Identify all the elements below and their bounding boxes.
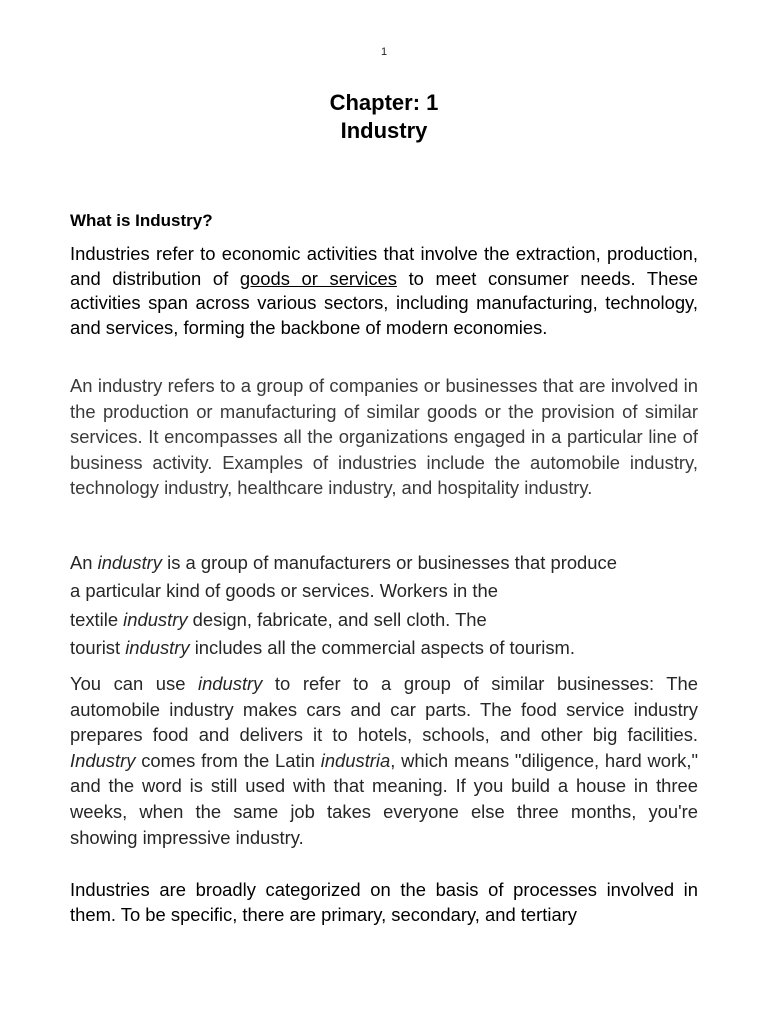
chapter-number: Chapter: 1 bbox=[329, 90, 439, 115]
paragraph-categories: Industries are broadly categorized on the basis of processes involved in them. To be specific, there are primary, secondary, and tertiary bbox=[70, 879, 698, 925]
italic-term: Industry bbox=[70, 749, 136, 771]
text-line: textile industry design, fabricate, and sell cloth. The bbox=[70, 608, 487, 630]
paragraph-industry-group: An industry refers to a group of companies or businesses that are involved in the production or manufacturing of similar goods or the provision of similar services. It encompasses all the organizations engaged in a particular line of business activity. Examples of industries include the automobile industry, technology industry, healthcare industry, and hospitality industry. bbox=[70, 375, 698, 499]
italic-term: industria bbox=[320, 749, 391, 771]
paragraph-word-usage: You can use industry to refer to a group of similar businesses: The automobile industry makes cars and car parts. The food service industry prepares food and delivers it to hotels, schools, and other big facilities. Industry comes from the Latin industria, which means "diligence, hard work," and the word is still used with that meaning. If you build a house in three weeks, when the same job takes everyone else three months, you're showing impressive industry. bbox=[70, 673, 698, 848]
paragraph-text: Industries refer to economic activities that involve the extraction, production, and distribution of bbox=[70, 243, 698, 289]
text-line: tourist industry includes all the commercial aspects of tourism. bbox=[70, 636, 575, 658]
italic-term: industry bbox=[123, 608, 188, 630]
text-line: a particular kind of goods or services. Workers in the bbox=[70, 580, 498, 602]
italic-term: industry bbox=[125, 636, 190, 658]
paragraph-industry-examples bbox=[70, 549, 710, 662]
goods-or-services-link[interactable]: goods or services bbox=[239, 267, 397, 289]
text-line: An industry is a group of manufacturers or businesses that produce bbox=[70, 552, 617, 573]
section-heading: What is Industry? bbox=[70, 211, 213, 230]
chapter-title bbox=[0, 89, 768, 145]
paragraph-text: to meet consumer needs. These activities span across various sectors, including manufacturing, technology, and services, forming the backbone of modern economies. bbox=[70, 267, 698, 338]
page-number: 1 bbox=[380, 46, 388, 58]
italic-term: industry bbox=[197, 673, 263, 694]
chapter-name: Industry bbox=[340, 118, 428, 143]
paragraph-definition bbox=[70, 242, 698, 340]
italic-term: industry bbox=[97, 552, 163, 573]
